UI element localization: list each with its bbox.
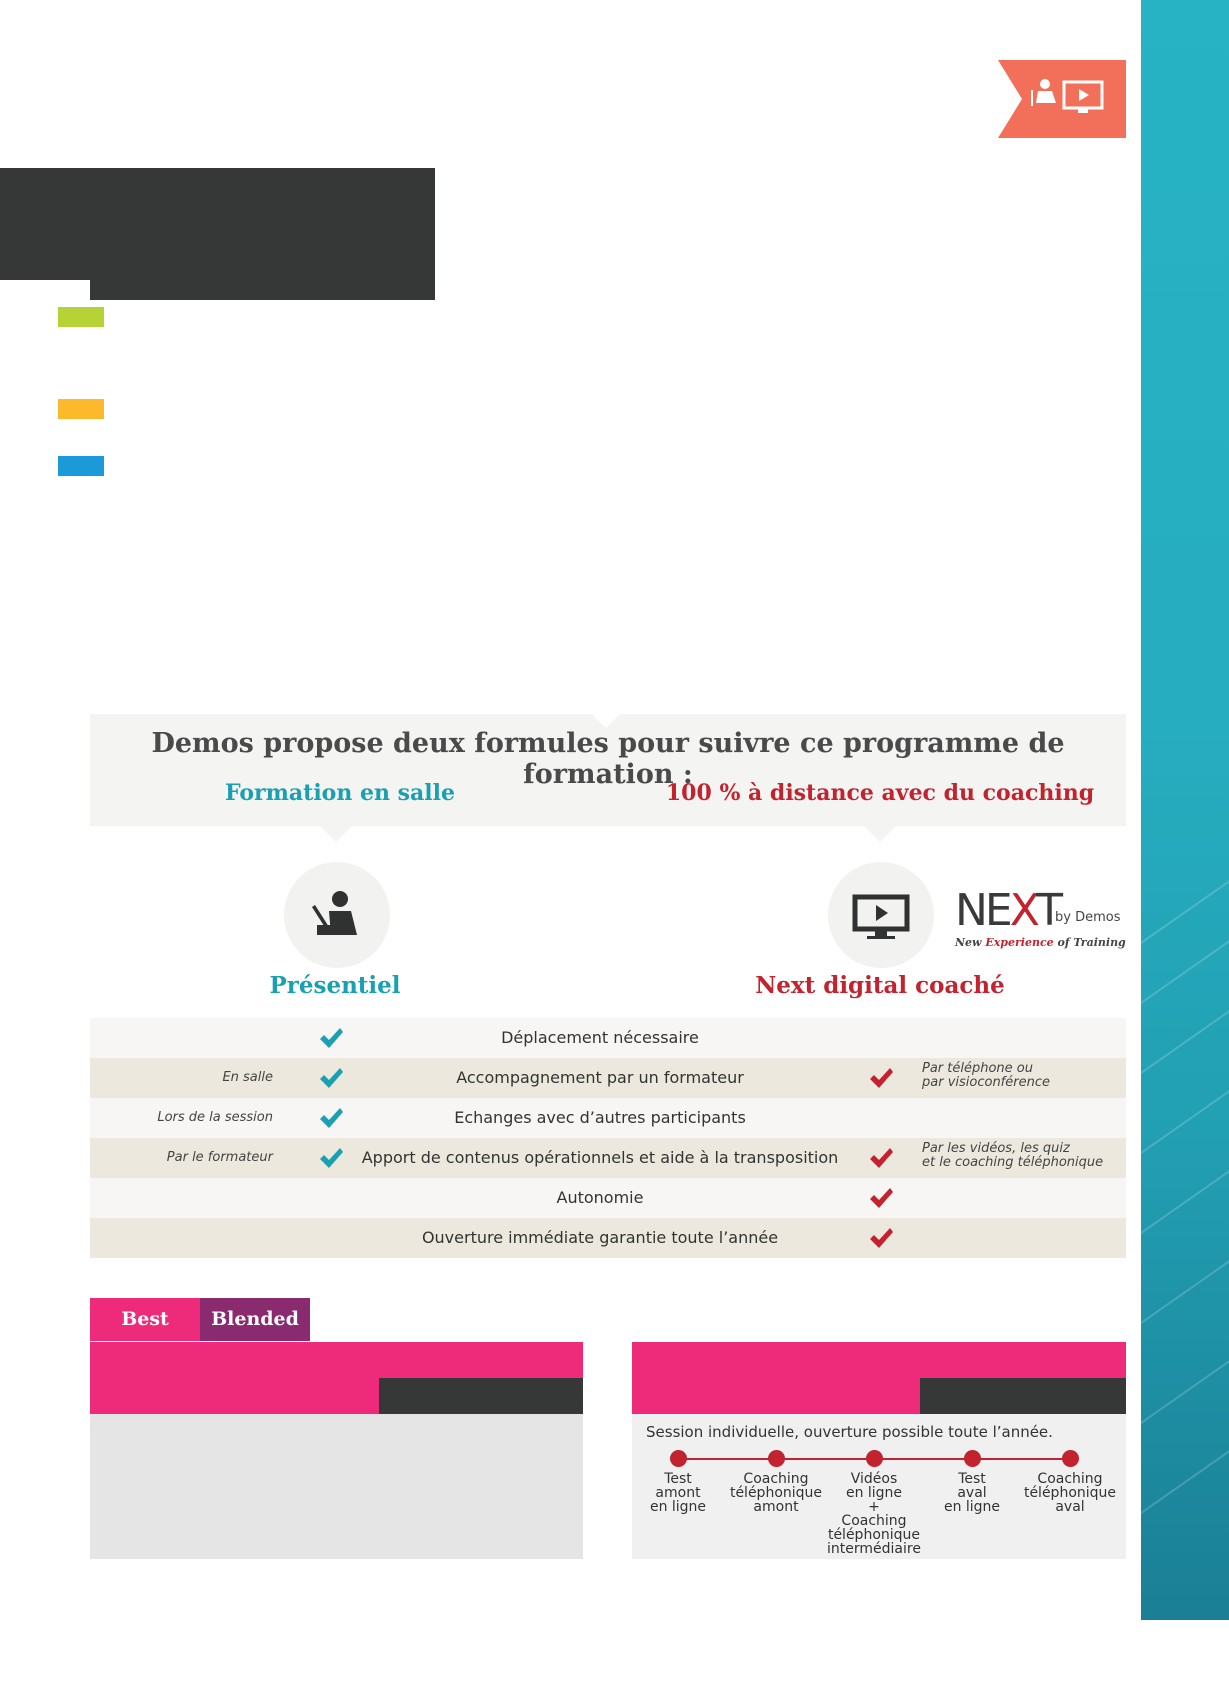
row-label: Echanges avec d’autres participants (454, 1108, 746, 1127)
row-label: Apport de contenus opérationnels et aide à la transposition (361, 1148, 839, 1167)
bullet-marker-blue (58, 456, 104, 476)
timeline-dot (768, 1450, 785, 1467)
comparison-table (90, 1018, 1126, 1258)
formula-right-label: 100 % à distance avec du coaching (665, 780, 1095, 806)
right-check (868, 1146, 894, 1174)
row-label: Accompagnement par un formateur (456, 1068, 744, 1087)
formula-left-label: Formation en salle (224, 780, 456, 806)
check-icon (868, 1066, 894, 1090)
formulas-pointer-right (864, 826, 896, 842)
timeline-dot (964, 1450, 981, 1467)
check-icon (868, 1146, 894, 1170)
next-badge (828, 862, 934, 968)
row-label: Ouverture immédiate garantie toute l’année (421, 1228, 779, 1247)
presenter-icon (307, 885, 367, 945)
row-left-note: Par le formateur (166, 1150, 273, 1165)
right-panel-header-tag (920, 1378, 1126, 1414)
title-block-lower (90, 240, 435, 300)
side-decorative-band (1141, 0, 1229, 1620)
timeline-step-label: Coaching téléphonique aval (1023, 1471, 1117, 1515)
row-label: Autonomie (556, 1188, 644, 1207)
table-row (90, 1178, 1126, 1218)
next-logo-tagline: New Experience of Training (955, 936, 1126, 949)
table-row (90, 1098, 1126, 1138)
timeline-dot (670, 1450, 687, 1467)
row-left-note: Lors de la session (157, 1110, 273, 1125)
table-row (90, 1058, 1126, 1098)
timeline-step-label: Test aval en ligne (943, 1471, 1001, 1515)
tab-best: Best (90, 1298, 200, 1341)
table-row (90, 1018, 1126, 1058)
row-right-note: Par les vidéos, les quiz et le coaching téléphonique (922, 1141, 1104, 1170)
table-row (90, 1138, 1126, 1178)
timeline-step-label: Coaching téléphonique amont (729, 1471, 823, 1515)
timeline-dot (866, 1450, 883, 1467)
right-check (868, 1066, 894, 1094)
timeline-step-label: Vidéos en ligne + Coaching téléphonique intermédiaire (827, 1471, 921, 1557)
next-logo-word: NEXT (955, 885, 1060, 936)
timeline-step-label: Test amont en ligne (649, 1471, 707, 1515)
format-ribbon-icon (998, 60, 1126, 138)
right-check (868, 1186, 894, 1214)
right-check (868, 1226, 894, 1254)
row-left-note: En salle (222, 1070, 273, 1085)
left-panel-body (90, 1414, 583, 1559)
formulas-title: Demos propose deux formules pour suivre ce programme de formation : (151, 728, 1065, 790)
bullet-marker-yellow (58, 399, 104, 419)
column-title-presentiel: Présentiel (269, 972, 401, 999)
timeline-dot (1062, 1450, 1079, 1467)
monitor-play-icon (851, 885, 911, 945)
column-title-next: Next digital coaché (755, 972, 1005, 999)
session-description: Session individuelle, ouverture possible toute l’année. (646, 1423, 1053, 1441)
tab-blended: Blended (200, 1298, 310, 1341)
row-right-note: Par téléphone ou par visioconférence (922, 1061, 1050, 1090)
row-label: Déplacement nécessaire (501, 1028, 699, 1047)
presentiel-badge (284, 862, 390, 968)
left-panel-header-tag (379, 1378, 583, 1414)
formulas-pointer-left (320, 826, 352, 842)
next-logo-by: by Demos (1055, 910, 1121, 925)
check-icon (868, 1226, 894, 1250)
bullet-marker-green (58, 307, 104, 327)
next-logo (955, 885, 1126, 950)
formulas-notch (592, 714, 620, 728)
table-row (90, 1218, 1126, 1258)
check-icon (868, 1186, 894, 1210)
